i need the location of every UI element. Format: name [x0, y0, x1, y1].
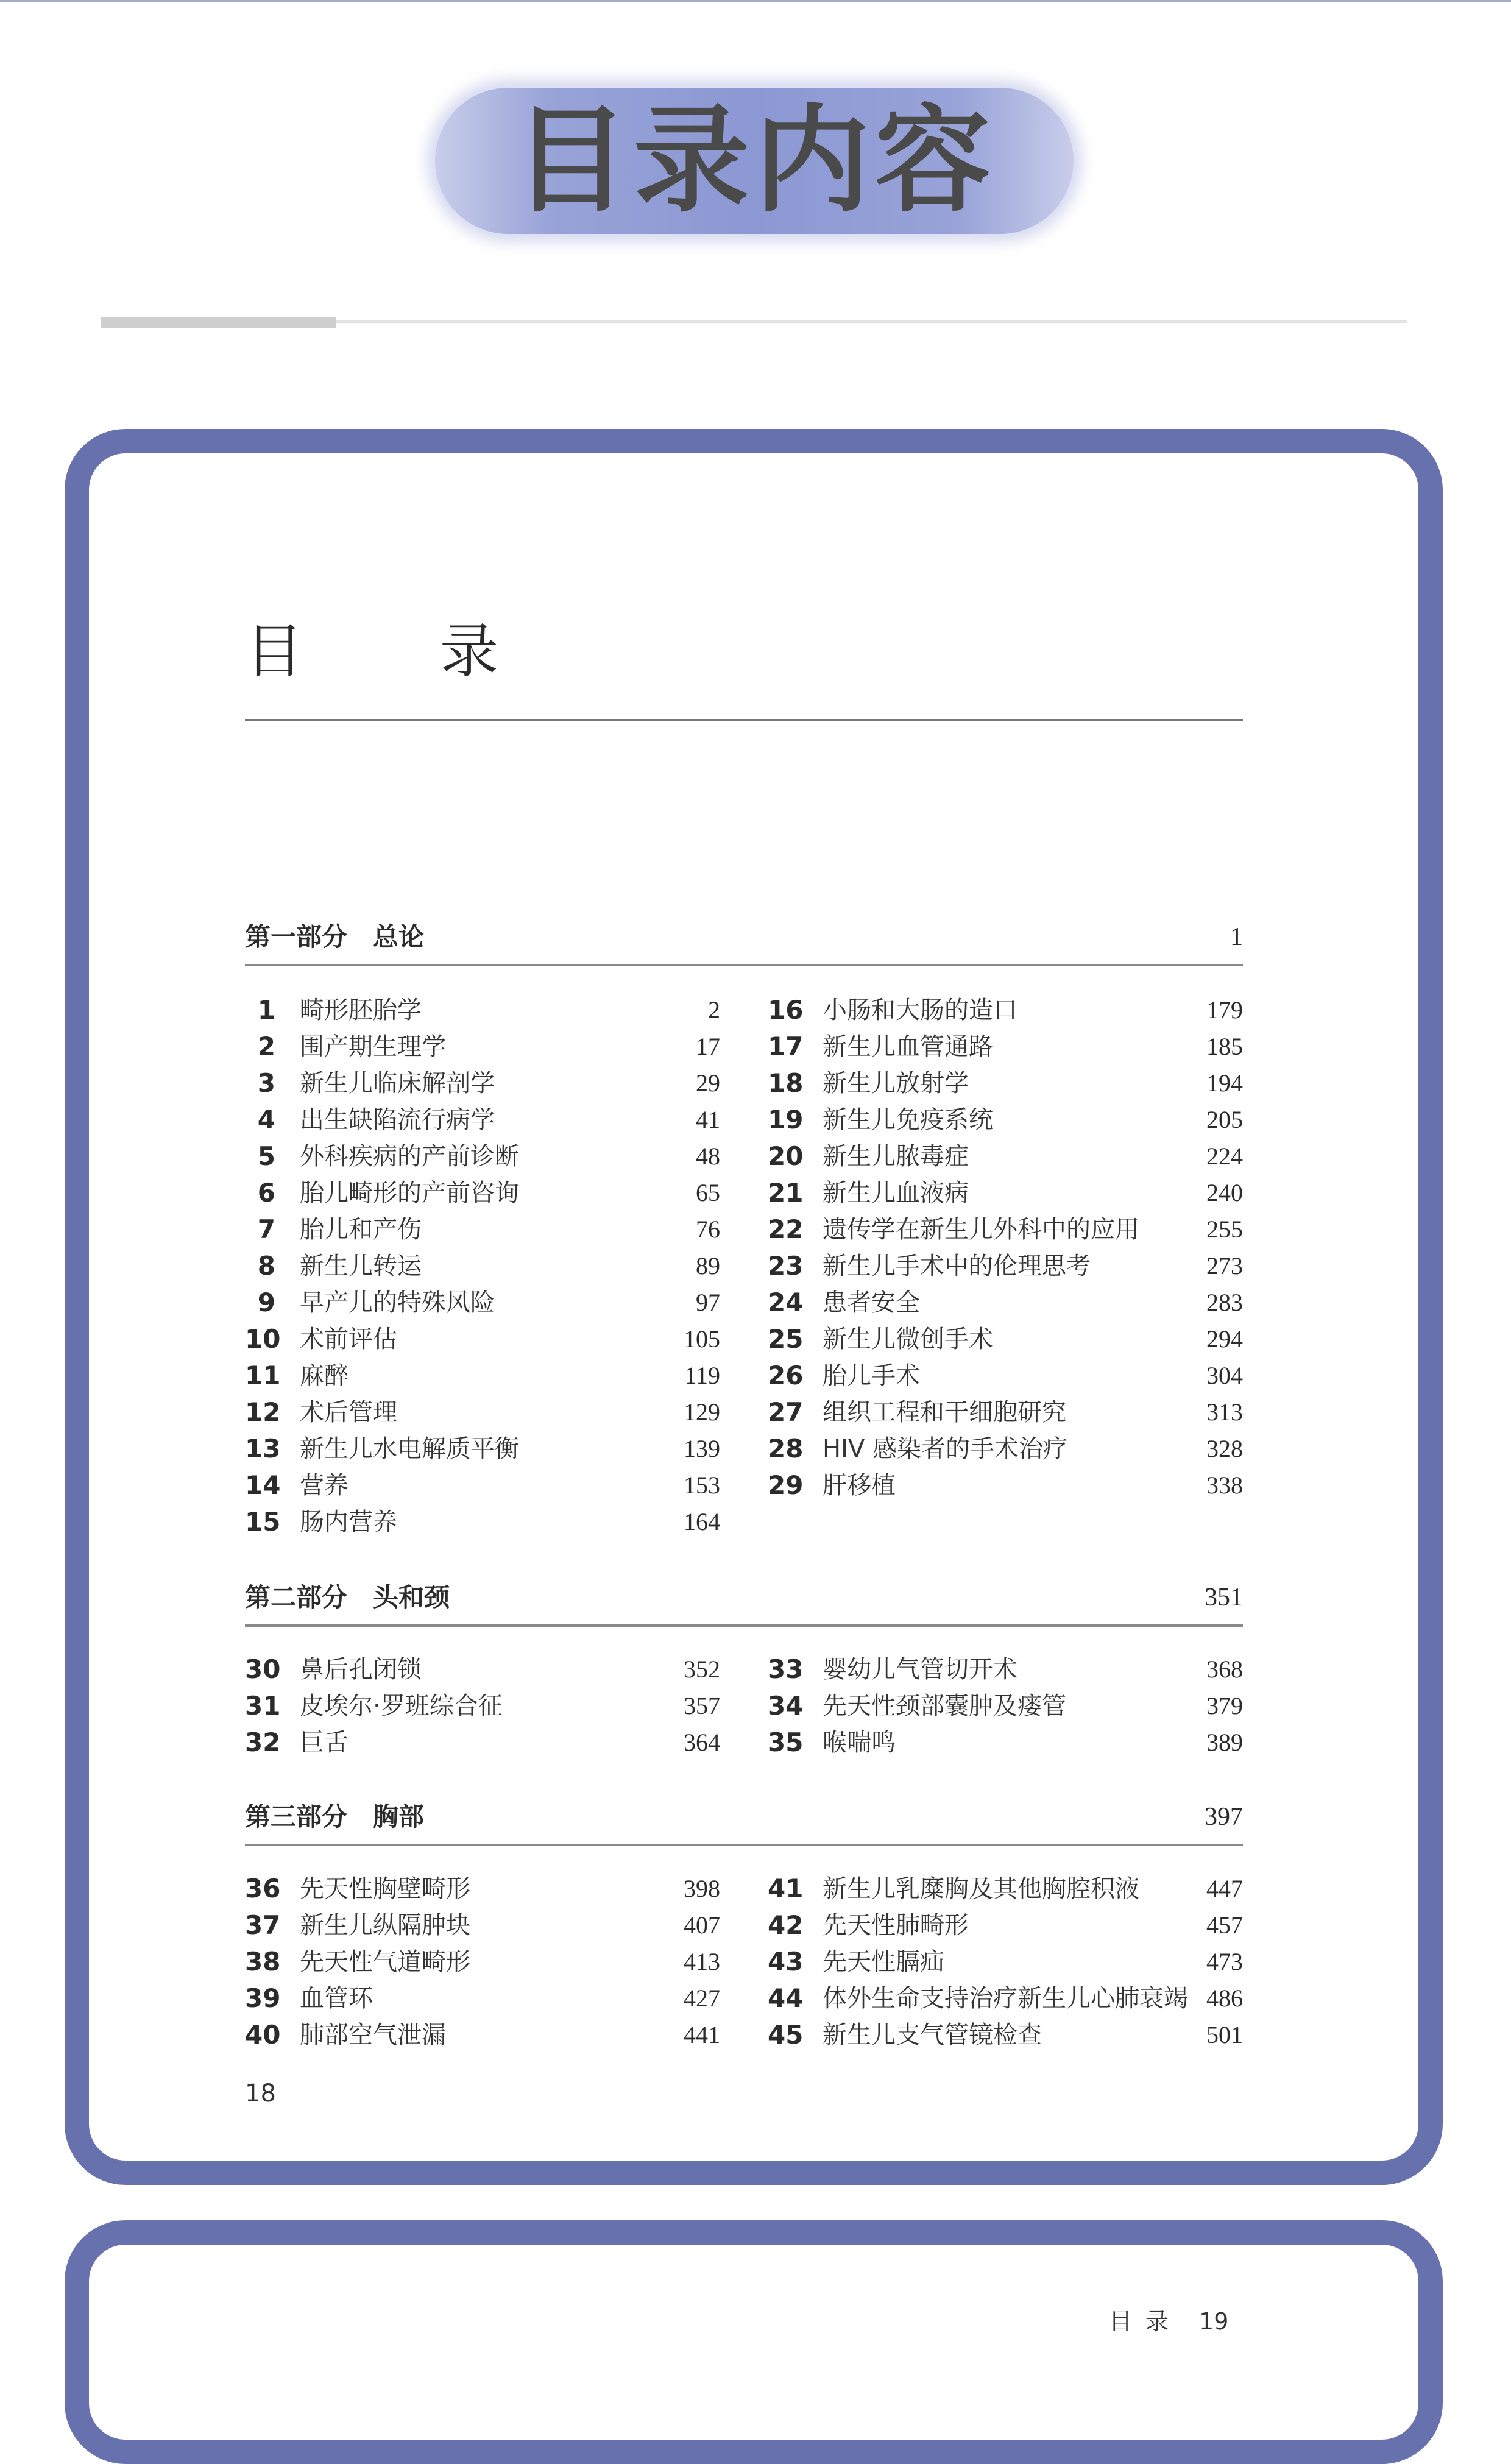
chapter-number: 8 — [257, 1251, 275, 1281]
chapter-title: 早产儿的特殊风险 — [300, 1289, 495, 1317]
chapter-title: 新生儿微创手术 — [823, 1325, 993, 1353]
chapter-title: 先天性肺畸形 — [823, 1911, 969, 1939]
toc-entry — [245, 1321, 720, 1358]
part-rule — [245, 1844, 1243, 1846]
top-border-line — [0, 0, 1511, 2]
chapter-number: 5 — [257, 1141, 275, 1171]
chapter-page-number: 368 — [1206, 1655, 1243, 1683]
chapter-title: 鼻后孔闭锁 — [300, 1655, 422, 1683]
toc-entry — [245, 1211, 720, 1248]
toc-entry — [245, 1284, 720, 1321]
chapter-number: 13 — [245, 1434, 281, 1464]
toc-entry — [768, 1980, 1243, 2017]
toc-entry — [245, 1724, 720, 1761]
chapter-title: 新生儿支气管镜检查 — [823, 2021, 1042, 2049]
next-page-running-header — [1109, 2304, 1228, 2338]
chapter-page-number: 398 — [684, 1875, 720, 1902]
part-header — [245, 919, 1243, 955]
chapter-page-number: 89 — [696, 1252, 720, 1280]
chapter-number: 44 — [768, 1983, 804, 2013]
chapter-number: 36 — [245, 1874, 281, 1903]
toc-entry — [768, 1102, 1243, 1138]
chapter-title: 出生缺陷流行病学 — [300, 1106, 495, 1134]
chapter-number: 23 — [768, 1251, 804, 1281]
chapter-title: 小肠和大肠的造口 — [823, 996, 1017, 1024]
chapter-number: 27 — [768, 1397, 804, 1427]
chapter-title: HIV 感染者的手术治疗 — [823, 1435, 1067, 1463]
chapter-number: 14 — [245, 1470, 281, 1500]
chapter-page-number: 273 — [1206, 1252, 1243, 1280]
page-number: 18 — [245, 2080, 276, 2108]
toc-entry — [768, 1211, 1243, 1248]
chapter-number: 4 — [257, 1105, 275, 1135]
chapter-title: 肺部空气泄漏 — [300, 2021, 446, 2049]
toc-entry — [768, 1321, 1243, 1358]
chapter-title: 新生儿脓毒症 — [823, 1142, 969, 1170]
toc-entry — [768, 1028, 1243, 1065]
toc-column-right — [768, 992, 1243, 1504]
toc-entry — [245, 1980, 720, 2017]
chapter-number: 37 — [245, 1910, 281, 1940]
chapter-number: 41 — [768, 1874, 804, 1903]
chapter-page-number: 164 — [684, 1508, 720, 1535]
chapter-number: 42 — [768, 1910, 804, 1940]
chapter-page-number: 153 — [684, 1471, 720, 1499]
chapter-page-number: 76 — [696, 1216, 720, 1243]
chapter-page-number: 224 — [1206, 1142, 1243, 1170]
toc-entry — [768, 1248, 1243, 1284]
chapter-page-number: 194 — [1206, 1069, 1243, 1097]
chapter-number: 9 — [257, 1287, 275, 1317]
chapter-page-number: 185 — [1206, 1033, 1243, 1060]
toc-entry — [245, 1431, 720, 1467]
chapter-page-number: 179 — [1206, 996, 1243, 1024]
next-page-number: 19 — [1199, 2308, 1229, 2335]
toc-entry — [768, 1431, 1243, 1467]
chapter-title: 畸形胚胎学 — [300, 996, 422, 1024]
part-header — [245, 1799, 1243, 1835]
chapter-number: 2 — [257, 1032, 275, 1061]
chapter-number: 15 — [245, 1507, 281, 1537]
title-banner — [435, 88, 1074, 234]
chapter-number: 38 — [245, 1947, 281, 1977]
chapter-page-number: 379 — [1206, 1692, 1243, 1719]
chapter-page-number: 447 — [1206, 1875, 1243, 1902]
toc-entry — [768, 1871, 1243, 1907]
chapter-page-number: 413 — [684, 1948, 720, 1975]
part-rule — [245, 1624, 1243, 1627]
chapter-number: 7 — [257, 1214, 275, 1244]
chapter-number: 29 — [768, 1470, 804, 1500]
chapter-title: 先天性胸壁畸形 — [300, 1875, 470, 1903]
chapter-page-number: 48 — [696, 1142, 720, 1170]
toc-entry — [768, 1138, 1243, 1175]
chapter-number: 22 — [768, 1214, 804, 1244]
chapter-title: 胎儿畸形的产前咨询 — [300, 1179, 519, 1207]
toc-entry — [245, 1651, 720, 1688]
chapter-number: 17 — [768, 1032, 804, 1061]
toc-entry — [768, 1907, 1243, 1944]
toc-entry — [245, 1358, 720, 1394]
chapter-number: 45 — [768, 2020, 804, 2050]
part-page-number: 351 — [1205, 1584, 1243, 1612]
chapter-page-number: 501 — [1206, 2021, 1243, 2048]
chapter-page-number: 457 — [1206, 1911, 1243, 1939]
toc-entry — [245, 1504, 720, 1540]
toc-entry — [245, 1394, 720, 1431]
part-page-number: 397 — [1205, 1803, 1243, 1831]
toc-entry — [245, 1138, 720, 1175]
chapter-number: 43 — [768, 1947, 804, 1977]
chapter-number: 33 — [768, 1654, 804, 1684]
chapter-number: 3 — [257, 1068, 275, 1098]
chapter-page-number: 407 — [684, 1911, 720, 1939]
chapter-title: 术后管理 — [300, 1398, 397, 1426]
chapter-number: 30 — [245, 1654, 281, 1684]
toc-entry — [245, 1175, 720, 1211]
chapter-title: 体外生命支持治疗新生儿心肺衰竭 — [823, 1984, 1188, 2013]
chapter-page-number: 357 — [684, 1692, 720, 1719]
chapter-title: 外科疾病的产前诊断 — [300, 1142, 519, 1170]
chapter-title: 新生儿血管通路 — [823, 1033, 993, 1061]
toc-entry — [245, 992, 720, 1028]
chapter-page-number: 441 — [684, 2021, 720, 2048]
toc-entry — [768, 1467, 1243, 1504]
part-page-number: 1 — [1230, 923, 1243, 951]
chapter-page-number: 65 — [696, 1179, 720, 1206]
chapter-page-number: 2 — [708, 996, 720, 1024]
part-rule — [245, 964, 1243, 966]
chapter-title: 先天性膈疝 — [823, 1948, 944, 1976]
chapter-number: 28 — [768, 1434, 804, 1464]
running-header-char: 目 — [1109, 2308, 1133, 2335]
chapter-title: 胎儿手术 — [823, 1362, 920, 1390]
chapter-title: 巨舌 — [300, 1729, 349, 1757]
chapter-number: 20 — [768, 1141, 804, 1171]
chapter-page-number: 240 — [1206, 1179, 1243, 1206]
toc-entry — [768, 1724, 1243, 1761]
chapter-number: 34 — [768, 1691, 804, 1721]
chapter-number: 40 — [245, 2020, 281, 2050]
chapter-page-number: 352 — [684, 1655, 720, 1683]
chapter-title: 新生儿转运 — [300, 1252, 422, 1280]
chapter-title: 肠内营养 — [300, 1508, 397, 1536]
toc-column-right — [768, 1651, 1243, 1761]
toc-column-left — [245, 1651, 720, 1761]
chapter-page-number: 338 — [1206, 1471, 1243, 1499]
chapter-title: 先天性气道畸形 — [300, 1948, 470, 1976]
chapter-number: 32 — [245, 1727, 281, 1757]
toc-entry — [768, 1394, 1243, 1431]
toc-entry — [768, 2017, 1243, 2053]
chapter-page-number: 41 — [696, 1106, 720, 1133]
chapter-number: 25 — [768, 1324, 804, 1354]
toc-entry — [245, 1065, 720, 1102]
chapter-title: 皮埃尔·罗班综合征 — [300, 1692, 503, 1720]
chapter-page-number: 389 — [1206, 1729, 1243, 1756]
chapter-title: 营养 — [300, 1471, 349, 1499]
chapter-title: 新生儿放射学 — [823, 1069, 969, 1097]
chapter-title: 先天性颈部囊肿及瘘管 — [823, 1692, 1066, 1720]
toc-entry — [245, 1907, 720, 1944]
chapter-page-number: 328 — [1206, 1435, 1243, 1462]
chapter-title: 新生儿纵隔肿块 — [300, 1911, 470, 1939]
part-label: 第二部分 头和颈 — [245, 1582, 450, 1612]
part-label: 第三部分 胸部 — [245, 1802, 425, 1832]
chapter-page-number: 119 — [684, 1362, 720, 1389]
next-page-card — [65, 2220, 1443, 2464]
toc-entry — [768, 1358, 1243, 1394]
part-header — [245, 1579, 1243, 1616]
chapter-title: 喉喘鸣 — [823, 1729, 896, 1757]
chapter-page-number: 427 — [684, 1984, 720, 2012]
toc-column-left — [245, 992, 720, 1540]
chapter-title: 患者安全 — [823, 1289, 920, 1317]
toc-entry — [768, 992, 1243, 1028]
toc-column-right — [768, 1871, 1243, 2053]
toc-entry — [245, 1944, 720, 1980]
toc-entry — [768, 1651, 1243, 1688]
toc-entry — [768, 1175, 1243, 1211]
chapter-page-number: 283 — [1206, 1289, 1243, 1316]
running-header-char: 录 — [1145, 2308, 1169, 2335]
toc-heading: 目 录 — [245, 617, 537, 685]
toc-entry — [768, 1688, 1243, 1724]
chapter-title: 术前评估 — [300, 1325, 397, 1353]
chapter-page-number: 139 — [684, 1435, 720, 1462]
chapter-page-number: 364 — [684, 1729, 720, 1756]
chapter-title: 血管环 — [300, 1984, 373, 2013]
toc-entry — [245, 1028, 720, 1065]
chapter-number: 16 — [768, 995, 804, 1025]
chapter-number: 6 — [257, 1178, 275, 1208]
chapter-title: 婴幼儿气管切开术 — [823, 1655, 1017, 1683]
chapter-page-number: 304 — [1206, 1362, 1243, 1389]
chapter-number: 1 — [257, 995, 275, 1025]
chapter-number: 24 — [768, 1287, 804, 1317]
toc-heading-rule — [245, 719, 1243, 721]
toc-column-left — [245, 1871, 720, 2053]
chapter-page-number: 29 — [696, 1069, 720, 1097]
toc-entry — [245, 1688, 720, 1724]
chapter-title: 新生儿临床解剖学 — [300, 1069, 495, 1097]
chapter-number: 31 — [245, 1691, 281, 1721]
chapter-number: 10 — [245, 1324, 281, 1354]
chapter-title: 遗传学在新生儿外科中的应用 — [823, 1216, 1139, 1244]
chapter-page-number: 313 — [1206, 1398, 1243, 1426]
section-divider-accent — [101, 317, 336, 328]
chapter-page-number: 97 — [696, 1289, 720, 1316]
toc-entry — [245, 1102, 720, 1138]
chapter-number: 26 — [768, 1361, 804, 1390]
chapter-title: 新生儿血液病 — [823, 1179, 969, 1207]
banner-title: 目录内容 — [512, 93, 996, 228]
chapter-title: 肝移植 — [823, 1471, 896, 1499]
chapter-title: 围产期生理学 — [300, 1033, 446, 1061]
toc-entry — [245, 1871, 720, 1907]
chapter-title: 新生儿水电解质平衡 — [300, 1435, 519, 1463]
part-label: 第一部分 总论 — [245, 922, 425, 952]
chapter-title: 新生儿乳糜胸及其他胸腔积液 — [823, 1875, 1139, 1903]
toc-entry — [768, 1284, 1243, 1321]
chapter-page-number: 105 — [684, 1325, 720, 1353]
chapter-title: 新生儿免疫系统 — [823, 1106, 993, 1134]
toc-entry — [768, 1065, 1243, 1102]
chapter-number: 11 — [245, 1361, 281, 1390]
chapter-page-number: 205 — [1206, 1106, 1243, 1133]
chapter-number: 12 — [245, 1397, 281, 1427]
toc-entry — [245, 2017, 720, 2053]
chapter-page-number: 255 — [1206, 1216, 1243, 1243]
toc-entry — [245, 1467, 720, 1504]
chapter-page-number: 473 — [1206, 1948, 1243, 1975]
chapter-number: 35 — [768, 1727, 804, 1757]
chapter-title: 胎儿和产伤 — [300, 1216, 422, 1244]
chapter-page-number: 486 — [1206, 1984, 1243, 2012]
chapter-page-number: 129 — [684, 1398, 720, 1426]
toc-entry — [245, 1248, 720, 1284]
toc-entry — [768, 1944, 1243, 1980]
chapter-number: 18 — [768, 1068, 804, 1098]
chapter-number: 21 — [768, 1178, 804, 1208]
chapter-number: 19 — [768, 1105, 804, 1135]
chapter-title: 组织工程和干细胞研究 — [823, 1398, 1066, 1426]
chapter-title: 麻醉 — [300, 1362, 349, 1390]
chapter-number: 39 — [245, 1983, 281, 2013]
chapter-page-number: 294 — [1206, 1325, 1243, 1353]
chapter-page-number: 17 — [696, 1033, 720, 1060]
chapter-title: 新生儿手术中的伦理思考 — [823, 1252, 1091, 1280]
